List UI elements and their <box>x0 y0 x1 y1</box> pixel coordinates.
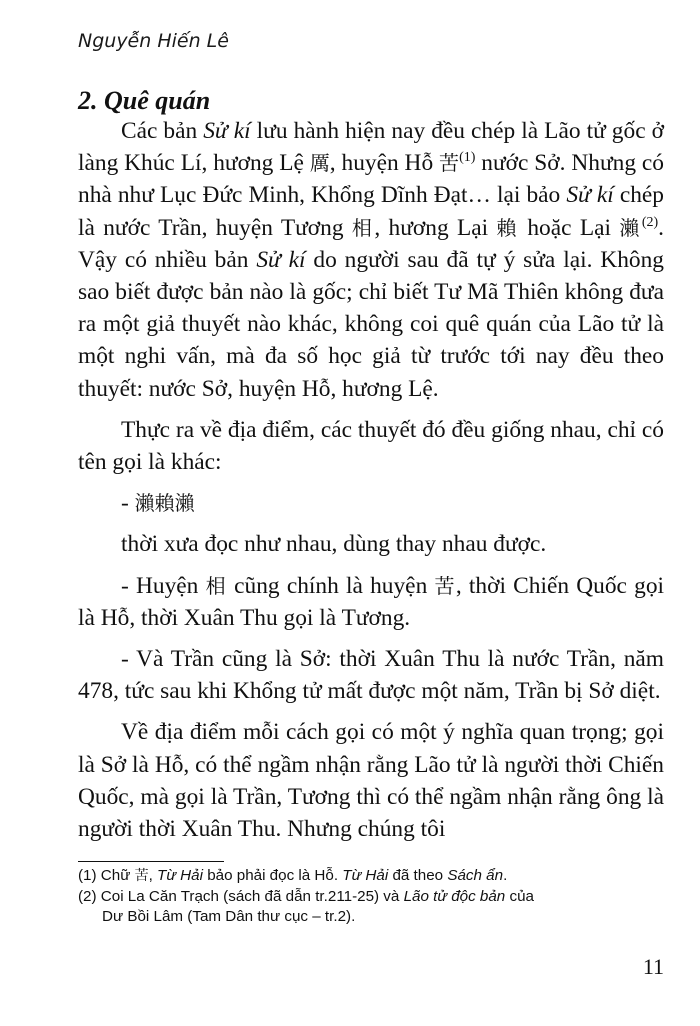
paragraph-1 <box>78 115 664 405</box>
page-number: 11 <box>642 954 664 979</box>
han-character: 相 <box>205 573 227 598</box>
han-characters: 瀨賴瀨 <box>134 491 195 516</box>
footnote-1 <box>78 866 664 887</box>
paragraph-3 <box>121 487 664 519</box>
paragraph-6: - Và Trần cũng là Sở: thời Xuân Thu là nước Trần, năm 478, tức sau khi Khổng tử mất được một năm, Trần bị Sở diệt. <box>78 646 664 705</box>
footnote-2-continuation: Dư Bồi Lâm (Tam Dân thư cục – tr.2). <box>102 907 356 925</box>
text-run: (2) Coi La Căn Trạch (sách đã dẫn tr.211-25) và <box>78 887 404 905</box>
running-header-author: Nguyễn Hiến Lê <box>78 30 229 52</box>
paragraph-5 <box>78 570 664 634</box>
text-run: . <box>503 867 508 884</box>
text-run: - <box>121 490 135 517</box>
paragraph-7: Về địa điểm mỗi cách gọi có một ý nghĩa quan trọng; gọi là Sở là Hỗ, có thể ngầm nhận rằng Lão tử là người thời Chiến Quốc, mà gọi là Trần, Tương thì có thể ngầm nhận rằng ông là người thời Xuân Thu. Nhưng chúng tôi <box>78 719 664 843</box>
book-title-sach-an: Sách ẩn <box>447 867 504 884</box>
text-run: chép là nước Trần, huyện Tương <box>78 182 664 241</box>
paragraph-4: thời xưa đọc như nhau, dùng thay nhau được. <box>121 531 547 558</box>
text-run: , huyện Hỗ <box>329 150 440 177</box>
text-run: , hương Lại <box>374 214 497 241</box>
text-run: cũng chính là huyện <box>226 572 435 599</box>
book-title-su-ki: Sử kí <box>566 182 614 209</box>
han-character: 苦 <box>134 868 149 884</box>
body-text <box>78 115 664 854</box>
text-run: lưu hành hiện nay đều chép là Lão tử gốc ở làng Khúc Lí, hương Lệ <box>78 118 664 177</box>
text-run: nước Sở. Nhưng có nhà như Lục Đức Minh, Khổng Dĩnh Đạt… lại bảo <box>78 150 664 209</box>
text-run: đã theo <box>388 867 448 884</box>
text-run: do người sau đã tự ý sửa lại. Không sao biết được bản nào là gốc; chỉ biết Tư Mã Thiên không đưa ra một giả thuyết nào khác, không coi quê quán của Lão tử là một nghi vấn, mà đa số học giả từ trước tới nay đều theo thuyết: nước Sở, huyện Hỗ, hương Lệ. <box>78 246 664 402</box>
book-title-tu-hai: Từ Hải <box>157 867 203 884</box>
han-character: 厲 <box>309 151 330 176</box>
han-character: 賴 <box>496 215 520 240</box>
han-character: 苦 <box>439 151 460 176</box>
footnote-divider <box>78 861 224 862</box>
text-run: hoặc Lại <box>519 214 620 241</box>
han-character: 苦 <box>434 573 456 598</box>
text-run: - Huyện <box>121 572 206 599</box>
footnote-2 <box>78 887 664 907</box>
section-title: 2. Quê quán <box>78 86 211 115</box>
footnote-ref-2[interactable]: (2) <box>641 214 659 230</box>
text-run: của <box>505 887 534 905</box>
book-title-su-ki: Sử kí <box>203 118 251 144</box>
text-run: Các bản <box>121 118 204 144</box>
text-run: bảo phải đọc là Hỗ. <box>202 867 343 884</box>
book-title-su-ki: Sử kí <box>256 246 306 273</box>
footnotes <box>78 866 664 926</box>
text-run: (1) Chữ <box>78 867 135 884</box>
book-title-lao-tu-doc-ban: Lão tử độc bản <box>403 887 506 905</box>
footnote-ref-1[interactable]: (1) <box>459 150 476 166</box>
text-run: . Vậy có nhiều bản <box>78 214 665 273</box>
text-run: , <box>148 867 158 884</box>
book-title-tu-hai: Từ Hải <box>342 867 389 884</box>
paragraph-2: Thực ra về địa điểm, các thuyết đó đều giống nhau, chỉ có tên gọi là khác: <box>78 416 664 476</box>
han-character: 相 <box>351 215 375 240</box>
text-run: , thời Chiến Quốc gọi là Hỗ, thời Xuân Thu gọi là Tương. <box>78 572 665 631</box>
han-character: 瀨 <box>619 215 642 240</box>
